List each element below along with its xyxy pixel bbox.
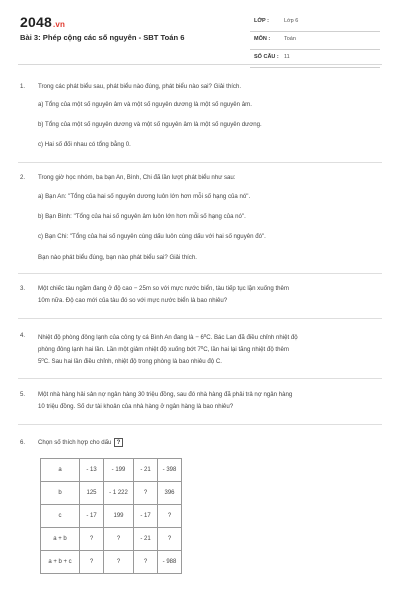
table-cell: ? <box>158 505 182 528</box>
question-option: a) Tổng của một số nguyên âm và một số nguyên dương là một số nguyên âm. <box>38 101 252 108</box>
page-title: Bài 3: Phép cộng các số nguyên - SBT Toán 6 <box>20 33 185 42</box>
row-header: b <box>41 482 80 505</box>
table-cell: - 21 <box>134 459 158 482</box>
question-text: Nhiệt độ phòng đông lạnh của công ty cá Bình An đang là − $6^0C$. Bác Lan đã điều chỉnh nhiệt độ <box>38 333 298 341</box>
question-text: 10 triệu đồng. Số dư tài khoản của nhà hàng ở ngân hàng là bao nhiêu? <box>38 403 234 410</box>
info-row-class <box>250 14 380 32</box>
info-value: Lớp 6 <box>284 18 299 24</box>
table-cell: - 1 222 <box>104 482 134 505</box>
question-number: 1. <box>20 83 26 90</box>
table-row <box>41 482 182 505</box>
info-panel <box>250 14 380 68</box>
table-cell: 125 <box>80 482 104 505</box>
divider <box>18 318 382 319</box>
table-cell: ? <box>134 551 158 574</box>
divider <box>18 273 382 274</box>
info-value: 11 <box>284 54 290 60</box>
question-text: Một chiếc tàu ngầm đang ở độ cao − 25m so với mực nước biển, tàu tiếp tục lặn xuống thêm <box>38 285 289 292</box>
table-row <box>41 505 182 528</box>
question-option: c) Bạn Chi: "Tổng của hai số nguyên cùng dấu luôn cùng dấu với hai số nguyên đó". <box>38 233 266 240</box>
question-text: Trong giờ học nhóm, ba bạn An, Bình, Chi đã lần lượt phát biểu như sau: <box>38 174 236 181</box>
question-number: 6. <box>20 439 26 446</box>
row-header: a + b <box>41 528 80 551</box>
question-number: 4. <box>20 332 26 339</box>
question-option: b) Bạn Bình: "Tổng của hai số nguyên âm luôn lớn hơn mỗi số hạng của nó". <box>38 213 246 220</box>
question-number: 2. <box>20 174 26 181</box>
info-label: MÔN : <box>254 36 271 42</box>
row-header: a + b + c <box>41 551 80 574</box>
table-cell: ? <box>134 482 158 505</box>
table-cell: - 13 <box>80 459 104 482</box>
number-table <box>40 458 182 574</box>
info-value: Toán <box>284 36 296 42</box>
page-header <box>0 0 400 66</box>
info-label: LỚP : <box>254 18 269 24</box>
table-cell: ? <box>80 551 104 574</box>
divider <box>18 424 382 425</box>
divider <box>18 162 382 163</box>
question-text: phòng đông lạnh hai lần. Lần một giảm nhiệt độ xuống bớt $7^0C$, lần hai lại tăng nhiệt độ thêm <box>38 345 289 353</box>
question-option: a) Bạn An: "Tổng của hai số nguyên dương luôn lớn hơn mỗi số hạng của nó". <box>38 193 251 200</box>
table-cell: - 199 <box>104 459 134 482</box>
question-text: $5^0C$. Sau hai lần điều chỉnh, nhiệt độ trong phòng là bao nhiêu độ C. <box>38 357 222 365</box>
row-header: a <box>41 459 80 482</box>
table-cell: - 17 <box>80 505 104 528</box>
table-cell: - 17 <box>134 505 158 528</box>
question-prompt: Bạn nào phát biểu đúng, bạn nào phát biểu sai? Giải thích. <box>38 254 197 261</box>
table-cell: ? <box>104 551 134 574</box>
info-row-subject <box>250 32 380 50</box>
question-number: 3. <box>20 285 26 292</box>
table-row <box>41 528 182 551</box>
question-option: b) Tổng của một số nguyên dương và một số nguyên âm là một số nguyên dương. <box>38 121 262 128</box>
divider <box>18 378 382 379</box>
table-cell: 199 <box>104 505 134 528</box>
row-header: c <box>41 505 80 528</box>
table-cell: ? <box>158 528 182 551</box>
question-number: 5. <box>20 391 26 398</box>
site-logo[interactable]: 2048.vn <box>20 14 66 30</box>
question-text: Chọn số thích hợp cho dấu ? <box>38 438 380 447</box>
info-label: SỐ CÂU : <box>254 54 279 60</box>
table-cell: ? <box>80 528 104 551</box>
table-cell: 396 <box>158 482 182 505</box>
info-row-count <box>250 50 380 68</box>
divider <box>18 64 382 65</box>
question-text: Trong các phát biểu sau, phát biểu nào đúng, phát biểu nào sai? Giải thích. <box>38 83 242 90</box>
table-row <box>41 551 182 574</box>
question-option: c) Hai số đối nhau có tổng bằng 0. <box>38 141 131 148</box>
table-cell: ? <box>104 528 134 551</box>
table-cell: - 988 <box>158 551 182 574</box>
table-row <box>41 459 182 482</box>
table-cell: - 398 <box>158 459 182 482</box>
table-cell: - 21 <box>134 528 158 551</box>
question-text: 10m nữa. Độ cao mới của tàu đó so với mực nước biển là bao nhiêu? <box>38 297 228 304</box>
question-mark-box: ? <box>114 438 123 447</box>
question-text: Một nhà hàng hải sản nợ ngân hàng 30 triệu đồng, sau đó nhà hàng đã phải trả nợ ngân hàng <box>38 391 293 398</box>
